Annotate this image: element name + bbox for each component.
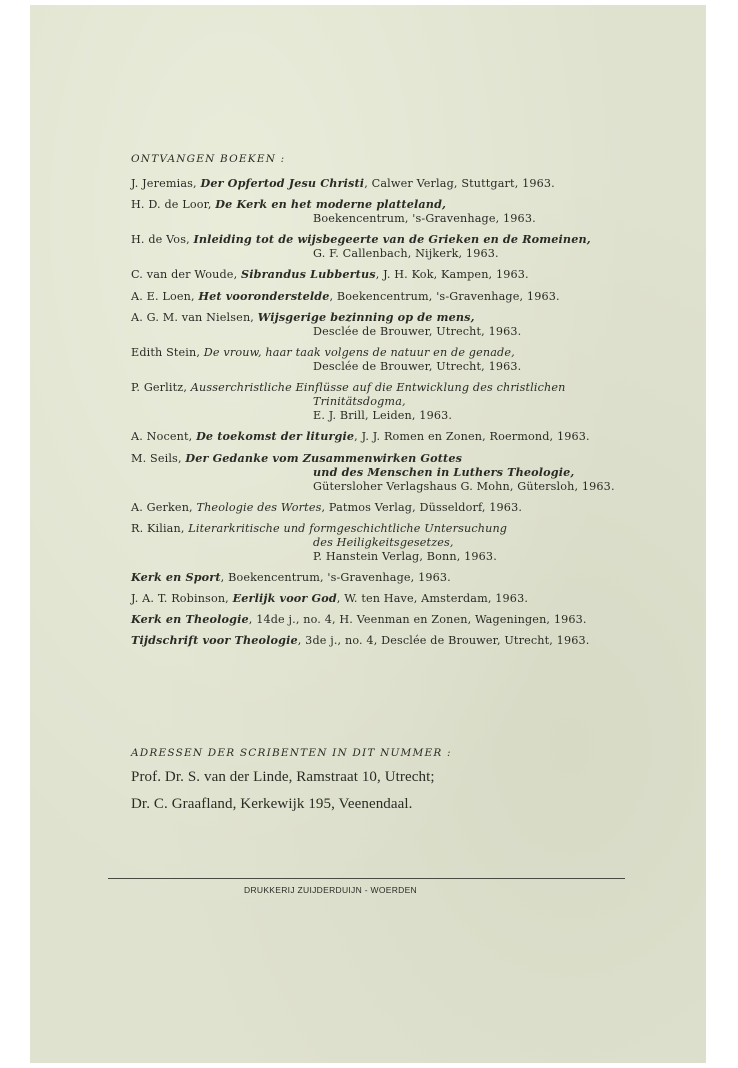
book-entry bbox=[131, 501, 522, 514]
book-entry bbox=[131, 381, 565, 394]
address-line: Prof. Dr. S. van der Linde, Ramstraat 10, Utrecht; bbox=[131, 769, 435, 785]
book-author: H. D. de Loor, bbox=[131, 198, 216, 211]
book-entry bbox=[131, 233, 591, 246]
book-entry bbox=[131, 430, 590, 443]
book-entry bbox=[131, 452, 462, 465]
book-publisher: E. J. Brill, Leiden, 1963. bbox=[313, 409, 453, 422]
book-title: Het vooronderstelde bbox=[198, 289, 330, 303]
book-author: A. Nocent, bbox=[131, 430, 197, 443]
book-entry bbox=[131, 613, 587, 626]
book-entry bbox=[131, 177, 555, 190]
book-title: Wijsgerige bezinning op de mens, bbox=[257, 310, 475, 324]
book-entry bbox=[131, 268, 529, 281]
book-title: Der Opfertod Jesu Christi bbox=[200, 176, 365, 190]
book-author: R. Kilian, bbox=[131, 522, 189, 535]
book-publisher: , Patmos Verlag, Düsseldorf, 1963. bbox=[321, 501, 523, 514]
book-title-cont bbox=[313, 466, 574, 479]
book-publisher: P. Hanstein Verlag, Bonn, 1963. bbox=[313, 550, 497, 563]
book-author: J. Jeremias, bbox=[131, 177, 201, 190]
book-author: C. van der Woude, bbox=[131, 268, 241, 281]
book-author: M. Seils, bbox=[131, 452, 186, 465]
book-publisher: , 3de j., no. 4, Desclée de Brouwer, Utrecht, 1963. bbox=[297, 634, 590, 647]
book-title-cont bbox=[313, 536, 454, 549]
book-title: Inleiding tot de wijsbegeerte van de Grieken en de Romeinen, bbox=[193, 232, 591, 246]
book-title: Sibrandus Lubbertus bbox=[241, 267, 376, 281]
book-title: Der Gedanke vom Zusammenwirken Gottes bbox=[185, 451, 463, 465]
book-title: Kerk en Sport bbox=[131, 570, 221, 584]
book-title: De vrouw, haar taak volgens de natuur en de genade, bbox=[203, 346, 515, 359]
book-publisher: , W. ten Have, Amsterdam, 1963. bbox=[336, 592, 529, 605]
received-books-heading: ONTVANGEN BOEKEN : bbox=[131, 153, 286, 165]
book-publisher: G. F. Callenbach, Nijkerk, 1963. bbox=[313, 247, 499, 260]
book-publisher: Boekencentrum, 's-Gravenhage, 1963. bbox=[313, 212, 536, 225]
book-entry bbox=[131, 571, 451, 584]
address-line: Dr. C. Graafland, Kerkewijk 195, Veenendaal. bbox=[131, 796, 413, 812]
book-publisher: , J. H. Kok, Kampen, 1963. bbox=[375, 268, 529, 281]
book-author: A. Gerken, bbox=[131, 501, 197, 514]
book-title: Ausserchristliche Einflüsse auf die Entwicklung des christlichen bbox=[190, 381, 566, 394]
book-entry bbox=[131, 198, 446, 211]
book-publisher: Desclée de Brouwer, Utrecht, 1963. bbox=[313, 325, 522, 338]
book-author: A. E. Loen, bbox=[131, 290, 199, 303]
book-title-line: und des Menschen in Luthers Theologie, bbox=[313, 465, 575, 479]
book-publisher: Gütersloher Verlagshaus G. Mohn, Gütersloh, 1963. bbox=[313, 480, 615, 493]
book-publisher: , Boekencentrum, 's-Gravenhage, 1963. bbox=[329, 290, 560, 303]
book-title: Tijdschrift voor Theologie bbox=[131, 633, 298, 647]
book-publisher: , Boekencentrum, 's-Gravenhage, 1963. bbox=[220, 571, 451, 584]
book-entry bbox=[131, 522, 507, 535]
book-author: A. G. M. van Nielsen, bbox=[131, 311, 258, 324]
book-publisher: Desclée de Brouwer, Utrecht, 1963. bbox=[313, 360, 522, 373]
book-entry bbox=[131, 290, 560, 303]
book-title-line: des Heiligkeitsgesetzes, bbox=[313, 536, 454, 549]
book-entry bbox=[131, 592, 528, 605]
book-title-line: Trinitätsdogma, bbox=[313, 395, 406, 408]
book-publisher: , J. J. Romen en Zonen, Roermond, 1963. bbox=[354, 430, 590, 443]
book-title: Literarkritische und formgeschichtliche Untersuchung bbox=[188, 522, 508, 535]
page bbox=[30, 5, 706, 1063]
authors-addresses-heading: ADRESSEN DER SCRIBENTEN IN DIT NUMMER : bbox=[131, 747, 452, 759]
book-author: P. Gerlitz, bbox=[131, 381, 191, 394]
book-entry bbox=[131, 634, 589, 647]
book-author: J. A. T. Robinson, bbox=[131, 592, 233, 605]
book-title: De toekomst der liturgie bbox=[196, 429, 355, 443]
book-publisher: , Calwer Verlag, Stuttgart, 1963. bbox=[364, 177, 555, 190]
book-author: H. de Vos, bbox=[131, 233, 194, 246]
book-title: De Kerk en het moderne platteland, bbox=[215, 197, 447, 211]
book-publisher: , 14de j., no. 4, H. Veenman en Zonen, Wageningen, 1963. bbox=[248, 613, 587, 626]
book-title: Kerk en Theologie bbox=[131, 612, 249, 626]
book-entry bbox=[131, 346, 515, 359]
printer-footer: DRUKKERIJ ZUIJDERDUIJN - WOERDEN bbox=[244, 885, 417, 895]
book-author: Edith Stein, bbox=[131, 346, 204, 359]
book-title: Theologie des Wortes bbox=[196, 501, 322, 514]
footer-rule bbox=[108, 878, 625, 879]
book-entry bbox=[131, 311, 475, 324]
book-title-cont bbox=[313, 395, 406, 408]
book-title: Eerlijk voor God bbox=[232, 591, 337, 605]
